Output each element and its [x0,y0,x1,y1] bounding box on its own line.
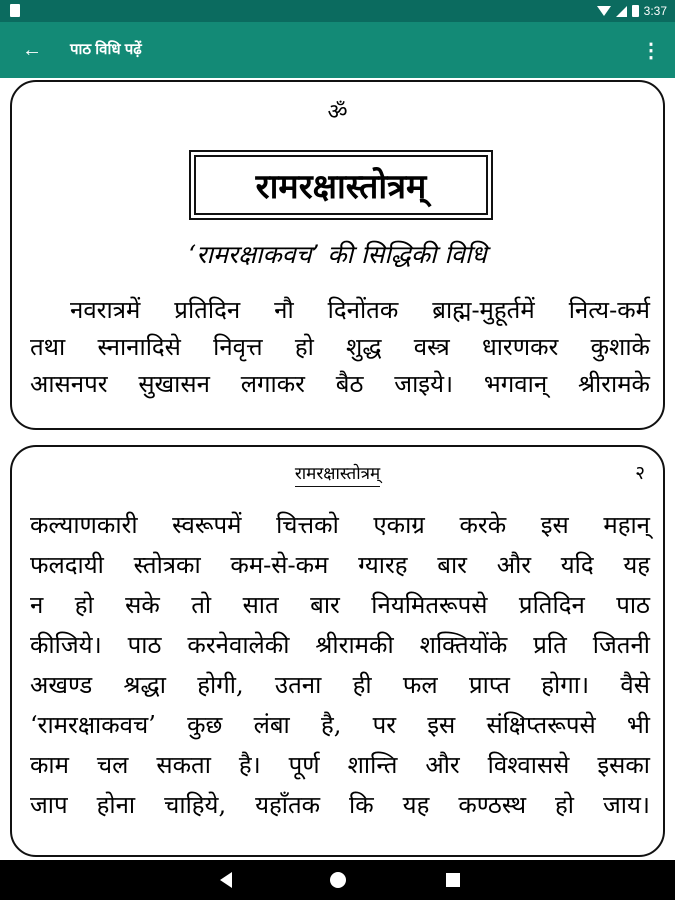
running-header [12,461,663,484]
paragraph-2 [30,505,650,825]
page-number: २ [635,462,645,484]
om-symbol: ॐ [327,100,348,125]
text-line: फलदायी स्तोत्रका कम-से-कम ग्यारह बार और यदि यह [30,551,650,579]
text-line: जाप होना चाहिये, यहाँतक कि यह कण्ठस्थ हो जाय। [30,791,650,819]
text-line: कीजिये। पाठ करनेवालेकी श्रीरामकी शक्तियोंके प्रति जितनी [30,631,650,659]
app-bar [0,22,675,78]
text-line: काम चल सकता है। पूर्ण शान्ति और विश्वाससे इसका [30,751,650,779]
status-bar [0,0,675,22]
wifi-icon [597,6,611,16]
page-title: रामरक्षास्तोत्रम् [194,155,488,215]
nav-home-icon[interactable] [330,872,346,888]
text-line: आसनपर सुखासन लगाकर बैठ जाइये। भगवान् श्रीरामके [30,370,650,398]
text-line: न हो सके तो सात बार नियमितरूपसे प्रतिदिन पाठ [30,591,650,619]
status-icons [597,3,667,19]
sd-card-icon [10,4,20,17]
app-bar-title: पाठ विधि पढ़ें [70,41,142,58]
page-subtitle: ‘रामरक्षाकवच’ की सिद्धिकी विधि [188,240,487,269]
arrow-left-icon: ← [22,38,42,61]
signal-icon [616,6,627,17]
page-2 [10,445,665,857]
text-line: अखण्ड श्रद्धा होगी, उतना ही फल प्राप्त होगा। वैसे [30,671,650,699]
nav-recents-icon[interactable] [446,873,460,887]
text-line: तथा स्नानादिसे निवृत्त हो शुद्ध वस्त्र धारणकर कुशाके [30,333,650,361]
battery-icon [632,5,639,17]
more-options-button[interactable] [639,34,663,66]
more-vert-icon: ⋮ [641,39,661,62]
back-button[interactable] [14,34,50,66]
page-1 [10,80,665,430]
nav-back-icon[interactable] [220,872,232,888]
navigation-bar [0,860,675,900]
running-header-text: रामरक्षास्तोत्रम् [295,464,380,487]
text-line: कल्याणकारी स्वरूपमें चित्तको एकाग्र करके इस महान् [30,511,650,539]
paragraph-1 [30,292,650,403]
reader-content[interactable] [0,78,675,860]
title-box [189,150,493,220]
text-line: ‘रामरक्षाकवच’ कुछ लंबा है, पर इस संक्षिप्तरूपसे भी [30,711,650,739]
status-time: 3:37 [643,4,667,18]
text-line: नवरात्रमें प्रतिदिन नौ दिनोंतक ब्राह्म-मुहूर्तमें नित्य-कर्म [70,296,650,324]
